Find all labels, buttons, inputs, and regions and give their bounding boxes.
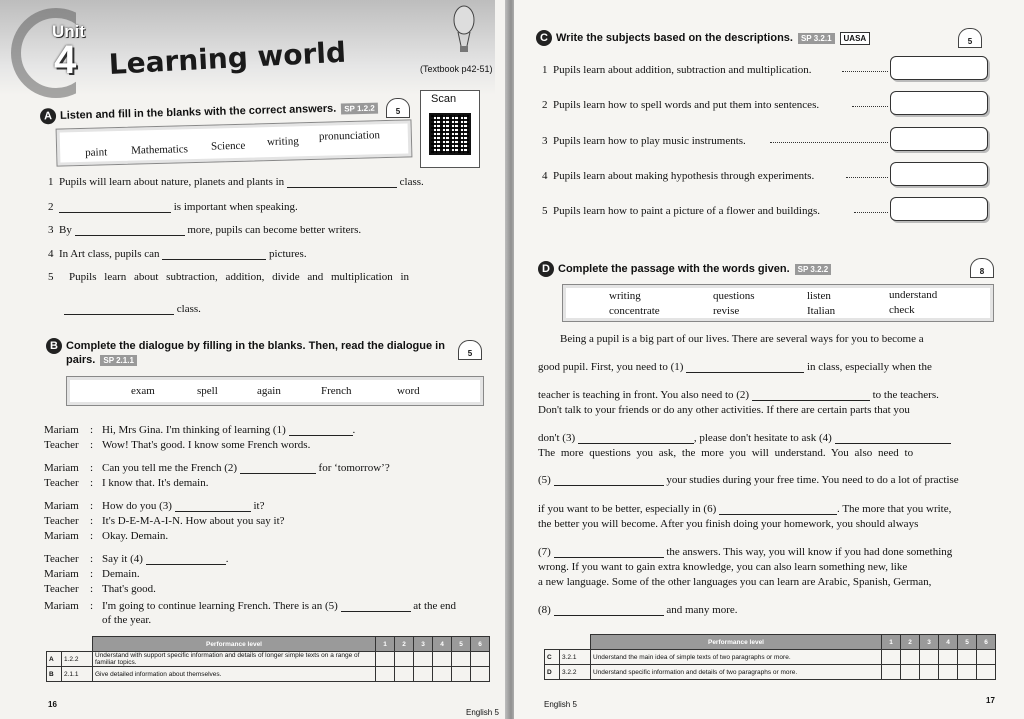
section-a-sp: SP 1.2.2 xyxy=(341,102,378,114)
leader-dots xyxy=(770,142,888,143)
item-c-2: 2 Pupils learn how to spell words and put them into sentences. xyxy=(542,99,820,111)
answer-blank[interactable] xyxy=(578,443,694,444)
section-c-heading xyxy=(536,30,870,46)
section-b-word-box xyxy=(66,376,484,406)
qr-code-icon xyxy=(429,113,471,155)
footer-left: English 5 xyxy=(466,708,499,717)
passage-line: The more questions you ask, the more you will understand. You also need to xyxy=(538,447,914,459)
passage-line: wrong. If you want to gain extra knowledge, you can also learn something new, like xyxy=(538,561,908,573)
section-c-sp: SP 3.2.1 xyxy=(798,33,835,44)
answer-blank[interactable] xyxy=(240,473,316,474)
answer-blank[interactable] xyxy=(554,485,664,486)
question-a-3: 3 By more, pupils can become better writers. xyxy=(48,224,362,236)
section-c-score: 5 xyxy=(958,28,982,48)
scan-label: Scan xyxy=(431,93,457,105)
section-c-instruction: Write the subjects based on the descriptions. xyxy=(556,32,793,44)
dialogue-line: Mariam : Hi, Mrs Gina. I'm thinking of learning (1) . xyxy=(44,424,356,436)
answer-blank[interactable] xyxy=(75,235,185,236)
table-row: B 2.1.1 Give detailed information about themselves. xyxy=(47,667,490,682)
word-option: spell xyxy=(197,385,218,397)
page-number-left: 16 xyxy=(48,700,57,709)
dialogue-line: Teacher : That's good. xyxy=(44,583,156,595)
passage-line: the better you will become. After you finish doing your homework, you should always xyxy=(538,518,919,530)
answer-blank[interactable] xyxy=(341,611,411,612)
passage-line: don't (3) , please don't hesitate to ask (4) xyxy=(538,432,951,444)
dialogue-line: of the year. xyxy=(102,614,152,626)
answer-blank[interactable] xyxy=(554,557,664,558)
section-c-letter: C xyxy=(536,30,552,46)
passage-line: Being a pupil is a big part of our lives. There are several ways for you to become a xyxy=(560,333,924,345)
section-b-instruction: Complete the dialogue by filling in the blanks. Then, read the dialogue in xyxy=(66,340,445,352)
word-option: Mathematics xyxy=(131,143,189,157)
section-d-instruction: Complete the passage with the words given. xyxy=(558,263,790,275)
section-b-heading-2: pairs. SP 2.1.1 xyxy=(66,354,137,366)
answer-blank[interactable] xyxy=(686,372,804,373)
dialogue-line: Teacher : Say it (4) . xyxy=(44,553,229,565)
section-d-score: 8 xyxy=(970,258,994,278)
answer-blank[interactable] xyxy=(146,564,226,565)
section-a-score: 5 xyxy=(386,98,410,118)
answer-blank[interactable] xyxy=(64,314,174,315)
word-option: Science xyxy=(210,139,246,153)
word-option: writing xyxy=(266,135,299,149)
word-option: pronunciation xyxy=(318,129,381,143)
dialogue-line: Mariam : Okay. Demain. xyxy=(44,530,169,542)
footer-right: English 5 xyxy=(544,700,577,709)
question-a-5-cont: class. xyxy=(64,303,201,315)
answer-box[interactable] xyxy=(890,197,988,221)
dialogue-line: Teacher : It's D-E-M-A-I-N. How about you say it? xyxy=(44,515,285,527)
unit-number: 4 xyxy=(54,38,77,82)
section-d-word-box xyxy=(562,284,994,322)
item-c-5: 5 Pupils learn how to paint a picture of a flower and buildings. xyxy=(542,205,820,217)
section-b-letter: B xyxy=(46,338,62,354)
word-option: paint xyxy=(85,146,108,159)
answer-blank[interactable] xyxy=(554,615,664,616)
performance-table-right: Performance level 1 2 3 4 5 6 C 3.2.1 Understand the main idea of simple texts of two paragraphs or more. D 3.2.2 Understand specific information and details of two paragraphs or more. xyxy=(544,634,996,680)
answer-blank[interactable] xyxy=(175,511,251,512)
word-option: word xyxy=(397,385,420,397)
leader-dots xyxy=(852,106,888,107)
dialogue-line: Teacher : I know that. It's demain. xyxy=(44,477,209,489)
word-option: questions xyxy=(713,290,755,302)
section-b-heading xyxy=(46,338,445,354)
item-c-1: 1 Pupils learn about addition, subtraction and multiplication. xyxy=(542,64,812,76)
right-page xyxy=(514,0,1024,719)
section-b-sp: SP 2.1.1 xyxy=(100,355,137,366)
answer-box[interactable] xyxy=(890,91,988,115)
section-a-instruction: Listen and fill in the blanks with the correct answers. xyxy=(59,102,337,122)
leader-dots xyxy=(854,212,888,213)
answer-box[interactable] xyxy=(890,56,988,80)
performance-level-label: Performance level xyxy=(591,635,882,650)
item-c-4: 4 Pupils learn about making hypothesis through experiments. xyxy=(542,170,815,182)
leader-dots xyxy=(846,177,888,178)
scan-box[interactable] xyxy=(420,90,480,168)
section-a-letter: A xyxy=(40,108,56,124)
section-a-word-box xyxy=(56,119,413,166)
question-a-1: 1 Pupils will learn about nature, planets and plants in class. xyxy=(48,176,424,188)
answer-box[interactable] xyxy=(890,127,988,151)
answer-blank[interactable] xyxy=(162,259,266,260)
word-option: writing xyxy=(609,290,641,302)
word-option: exam xyxy=(131,385,155,397)
uasa-tag: UASA xyxy=(840,32,871,45)
passage-line: if you want to be better, especially in (6) . The more that you write, xyxy=(538,503,952,515)
table-row: D 3.2.2 Understand specific information and details of two paragraphs or more. xyxy=(545,665,996,680)
question-a-2: 2 is important when speaking. xyxy=(48,201,298,213)
word-option: listen xyxy=(807,290,831,302)
question-a-4: 4 In Art class, pupils can pictures. xyxy=(48,248,307,260)
answer-blank[interactable] xyxy=(59,212,171,213)
passage-line: a new language. Some of the other languages you can learn are Arabic, Spanish, German, xyxy=(538,576,932,588)
table-row: A 1.2.2 Understand with support specific information and details of longer simple texts on a range of familiar topics. xyxy=(47,652,490,667)
table-row: C 3.2.1 Understand the main idea of simple texts of two paragraphs or more. xyxy=(545,650,996,665)
leader-dots xyxy=(842,71,888,72)
word-option: check xyxy=(889,304,915,316)
word-option: concentrate xyxy=(609,305,660,317)
textbook-reference: (Textbook p42-51) xyxy=(420,64,493,74)
unit-word: Unit xyxy=(52,22,86,41)
passage-line: (8) and many more. xyxy=(538,604,738,616)
dialogue-line: Mariam : Demain. xyxy=(44,568,140,580)
answer-blank[interactable] xyxy=(752,400,870,401)
passage-line: (5) your studies during your free time. You need to do a lot of practise xyxy=(538,474,959,486)
passage-line: (7) the answers. This way, you will know if you had done something xyxy=(538,546,953,558)
word-option: Italian xyxy=(807,305,836,317)
section-d-letter: D xyxy=(538,261,554,277)
word-option: French xyxy=(321,385,352,397)
performance-level-label: Performance level xyxy=(93,637,376,652)
section-b-score: 5 xyxy=(458,340,482,360)
page-number-right: 17 xyxy=(986,696,995,705)
dialogue-line: Teacher : Wow! That's good. I know some French words. xyxy=(44,439,311,451)
performance-table-left: Performance level 1 2 3 4 5 6 A 1.2.2 Understand with support specific information and details of longer simple texts on a range of familiar topics. B 2.1.1 Give detailed information about themselves. xyxy=(46,636,490,682)
dialogue-line: Mariam : How do you (3) it? xyxy=(44,500,265,512)
item-c-3: 3 Pupils learn how to play music instruments. xyxy=(542,135,746,147)
word-option: again xyxy=(257,385,281,397)
passage-line: Don't talk to your friends or do any other activities. If there are certain parts that you xyxy=(538,404,910,416)
hot-air-balloon-icon xyxy=(452,4,476,54)
word-option: revise xyxy=(713,305,740,317)
answer-blank[interactable] xyxy=(835,443,951,444)
word-option: understand xyxy=(889,289,938,301)
dialogue-line: Mariam : Can you tell me the French (2) for ‘tomorrow’? xyxy=(44,462,390,474)
section-d-sp: SP 3.2.2 xyxy=(795,264,832,275)
passage-line: teacher is teaching in front. You also need to (2) to the teachers. xyxy=(538,389,939,401)
answer-blank[interactable] xyxy=(287,187,397,188)
answer-blank[interactable] xyxy=(289,435,353,436)
dialogue-line: Mariam : I'm going to continue learning French. There is an (5) at the end xyxy=(44,600,457,612)
section-d-heading xyxy=(538,261,831,277)
question-a-5: 5 Pupils learn about subtraction, addition, divide and multiplication in xyxy=(48,271,410,283)
answer-box[interactable] xyxy=(890,162,988,186)
page-title: Learning world xyxy=(108,35,347,81)
passage-line: good pupil. First, you need to (1) in class, especially when the xyxy=(538,361,932,373)
left-page xyxy=(0,0,508,719)
answer-blank[interactable] xyxy=(719,514,837,515)
